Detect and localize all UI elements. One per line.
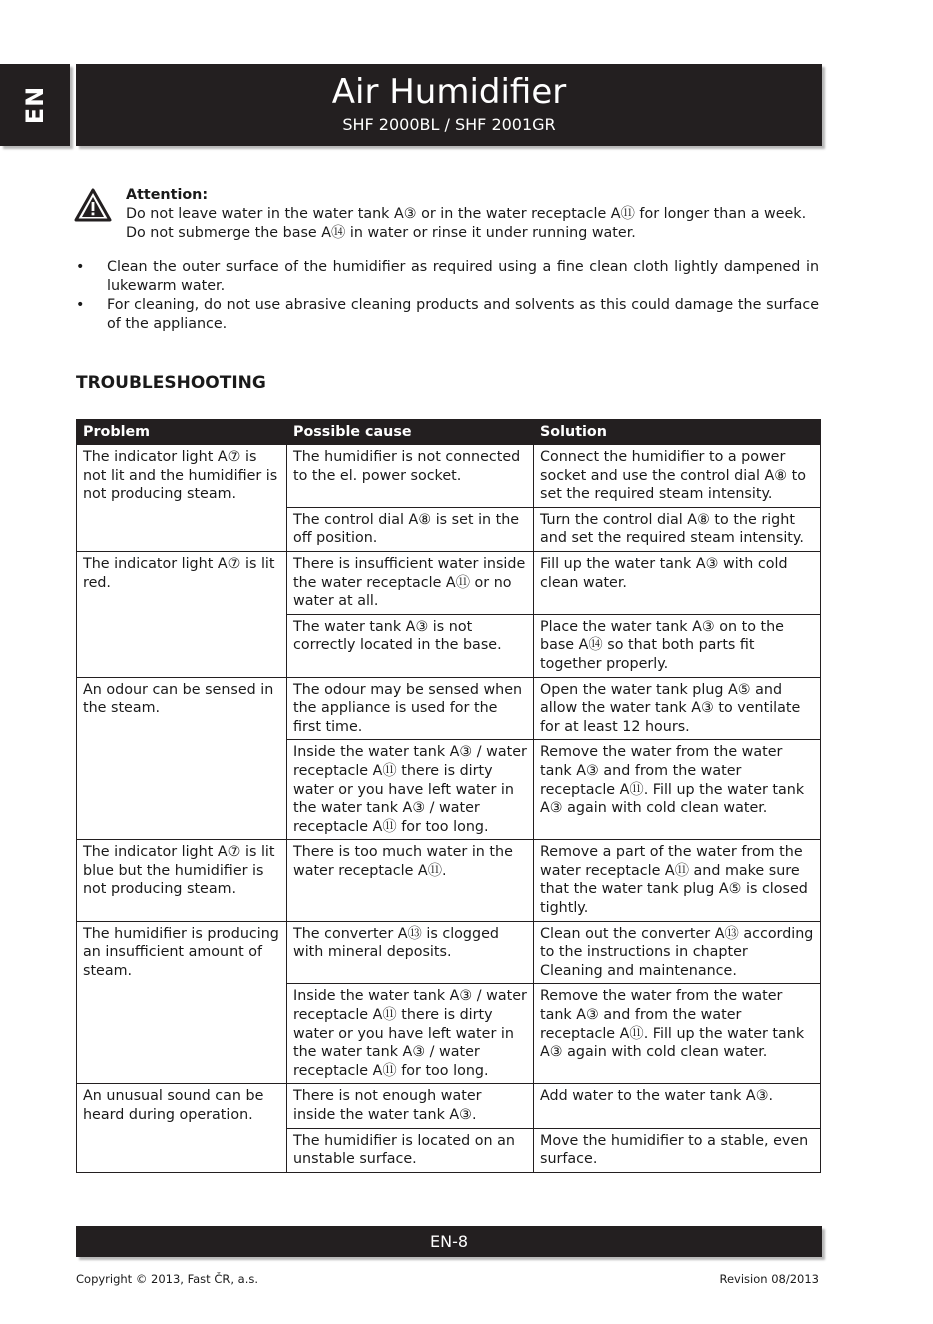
column-header-solution: Solution xyxy=(534,420,821,445)
bullet-dot: • xyxy=(76,297,85,313)
solution-cell: Remove a part of the water from the water receptacle A⑪ and make sure that the water tank plug A⑤ is closed tightly. xyxy=(534,840,821,921)
attention-line: Do not leave water in the water tank A③ or in the water receptacle A⑪ for longer than a week. xyxy=(126,206,807,222)
warning-icon xyxy=(74,188,112,222)
attention-line: Do not submerge the base A⑭ in water or rinse it under running water. xyxy=(126,225,636,241)
section-title: TROUBLESHOOTING xyxy=(76,373,266,393)
header-bar xyxy=(76,64,822,146)
problem-cell: The humidifier is producing an insufficient amount of steam. xyxy=(77,921,287,1084)
table-row xyxy=(77,677,821,740)
attention-title: Attention: xyxy=(126,187,209,203)
table-row xyxy=(77,921,821,984)
list-item xyxy=(76,258,819,296)
table-row xyxy=(77,1084,821,1128)
cleaning-bullets xyxy=(76,258,819,334)
problem-cell: An odour can be sensed in the steam. xyxy=(77,677,287,840)
bullet-dot: • xyxy=(76,259,85,275)
cause-cell: The converter A⑬ is clogged with mineral deposits. xyxy=(287,921,534,984)
copyright-text: Copyright © 2013, Fast ČR, a.s. xyxy=(76,1272,259,1286)
cause-cell: The humidifier is located on an unstable surface. xyxy=(287,1128,534,1172)
cause-cell: There is insufficient water inside the water receptacle A⑪ or no water at all. xyxy=(287,551,534,614)
problem-cell: The indicator light A⑦ is lit blue but the humidifier is not producing steam. xyxy=(77,840,287,921)
solution-cell: Place the water tank A③ on to the base A⑭ so that both parts fit together properly. xyxy=(534,614,821,677)
cause-cell: The water tank A③ is not correctly located in the base. xyxy=(287,614,534,677)
language-tab xyxy=(0,64,70,146)
solution-cell: Fill up the water tank A③ with cold clean water. xyxy=(534,551,821,614)
cause-cell: Inside the water tank A③ / water receptacle A⑪ there is dirty water or you have left water in the water tank A③ / water receptacle A⑪ for too long. xyxy=(287,740,534,840)
footer-bar xyxy=(76,1226,822,1257)
table-header-row xyxy=(77,420,821,445)
table-row xyxy=(77,840,821,921)
column-header-problem: Problem xyxy=(77,420,287,445)
column-header-cause: Possible cause xyxy=(287,420,534,445)
table-row xyxy=(77,551,821,614)
model-subtitle: SHF 2000BL / SHF 2001GR xyxy=(342,115,556,134)
list-item-text: Clean the outer surface of the humidifier as required using a fine clean cloth lightly dampened in lukewarm water. xyxy=(107,259,819,294)
solution-cell: Open the water tank plug A⑤ and allow the water tank A③ to ventilate for at least 12 hours. xyxy=(534,677,821,740)
cause-cell: Inside the water tank A③ / water receptacle A⑪ there is dirty water or you have left water in the water tank A③ / water receptacle A⑪ for too long. xyxy=(287,984,534,1084)
attention-note xyxy=(126,186,826,243)
page-number: EN-8 xyxy=(429,1232,469,1251)
solution-cell: Remove the water from the water tank A③ and from the water receptacle A⑪. Fill up the water tank A③ again with cold clean water. xyxy=(534,984,821,1084)
solution-cell: Add water to the water tank A③. xyxy=(534,1084,821,1128)
language-label: EN xyxy=(20,85,49,125)
solution-cell: Turn the control dial A⑧ to the right and set the required steam intensity. xyxy=(534,507,821,551)
problem-cell: An unusual sound can be heard during operation. xyxy=(77,1084,287,1172)
solution-cell: Connect the humidifier to a power socket and use the control dial A⑧ to set the required steam intensity. xyxy=(534,445,821,508)
solution-cell: Clean out the converter A⑬ according to the instructions in chapter Cleaning and maintenance. xyxy=(534,921,821,984)
solution-cell: Move the humidifier to a stable, even surface. xyxy=(534,1128,821,1172)
cause-cell: The control dial A⑧ is set in the off position. xyxy=(287,507,534,551)
cause-cell: The humidifier is not connected to the el. power socket. xyxy=(287,445,534,508)
revision-text: Revision 08/2013 xyxy=(719,1272,819,1286)
problem-cell: The indicator light A⑦ is not lit and the humidifier is not producing steam. xyxy=(77,445,287,552)
table-row xyxy=(77,445,821,508)
cause-cell: The odour may be sensed when the appliance is used for the first time. xyxy=(287,677,534,740)
page-title: Air Humidifier xyxy=(331,72,567,112)
cause-cell: There is too much water in the water receptacle A⑪. xyxy=(287,840,534,921)
cause-cell: There is not enough water inside the water tank A③. xyxy=(287,1084,534,1128)
problem-cell: The indicator light A⑦ is lit red. xyxy=(77,551,287,677)
list-item-text: For cleaning, do not use abrasive cleaning products and solvents as this could damage the surface of the appliance. xyxy=(107,297,819,332)
troubleshooting-table xyxy=(76,419,821,1173)
list-item xyxy=(76,296,819,334)
solution-cell: Remove the water from the water tank A③ and from the water receptacle A⑪. Fill up the water tank A③ again with cold clean water. xyxy=(534,740,821,840)
